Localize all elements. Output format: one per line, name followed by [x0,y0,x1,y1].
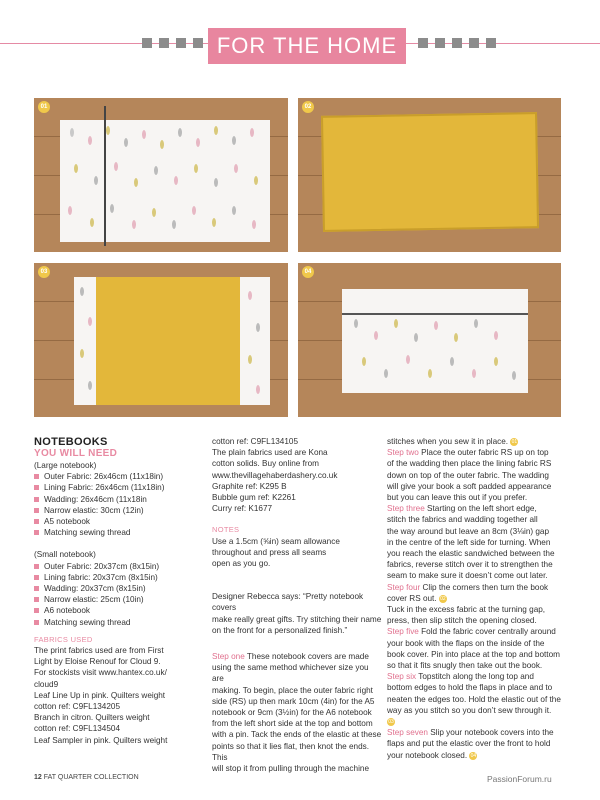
small-materials-list [34,561,202,628]
leaf-print-fabric [60,120,270,242]
step-three-label: Step three [387,504,425,514]
fabric-refs: cotton ref: C9FL134105 The plain fabrics used are Kona cotton solids. Buy online from www.thevillagehaberdashery.co.uk Graphite ref: K295 B Bubble gum ref: K2261 Curry ref: K1677 [212,437,338,514]
list-item: Narrow elastic: 30cm (12in) [34,505,202,516]
step-six: Step six Topstitch along the long top and bottom edges to hold the flaps in place and to neaten the edges too. Hold the elastic out of the way as you stitch so you don’t sew through it. 03 [387,672,561,725]
list-item: Wadding: 26x46cm (11x18in [34,494,202,505]
step-ref-icon: 01 [511,438,518,445]
elastic-band [342,313,528,315]
large-notebook-note: (Large notebook) [34,461,97,470]
photo-step-04 [298,263,561,417]
photo-step-03 [34,263,288,417]
step-five-label: Step five [387,627,419,637]
step-two-label: Step two [387,448,419,458]
list-item: Matching sewing thread [34,527,202,538]
list-item: A6 notebook [34,605,202,616]
publication-name: FAT QUARTER COLLECTION [43,774,139,781]
page-footer [34,774,139,781]
list-item: A5 notebook [34,516,202,527]
you-will-need-heading: YOU WILL NEED [34,448,118,459]
step-ref-icon: 04 [470,752,477,759]
fabrics-used-heading: FABRICS USED [34,634,93,644]
list-item: Lining Fabric: 26x46cm (11x18in) [34,482,202,493]
step-six-label: Step six [387,672,417,682]
photo-step-02 [298,98,561,252]
list-item: Outer Fabric: 26x46cm (11x18in) [34,471,202,482]
step-one-label: Step one [212,652,245,662]
fabric-edge [321,112,539,232]
list-item: Wadding: 20x37cm (8x15in) [34,583,202,594]
step-three: Step three Starting on the left short edge, stitch the fabrics and wadding together all the way around but leave an 8cm (3⅛in) gap in the centre of the left side for turning. When you reach the elastic sandwiched between the fabrics, reverse stitch over it to strengthen the seam to make sure it doesn’t come out later. [387,504,555,581]
photo-step-01 [34,98,288,252]
mustard-lining [96,277,244,405]
column-3: stitches when you sew it in place. 01 Step two Place the outer fabric RS up on top of the wadding then place the lining fabric RS down on top of the outer fabric. The wadding will give your book a soft padded appearance but you can leave this out if you prefer. Step three Starting on the left short edge, stitch the fabrics and wadding together all the way around but leave an 8cm (3⅛in) gap in the centre of the left side for turning. When you reach the elastic sandwiched between the fabrics, reverse stitch over it to strengthen the seam to make sure it doesn’t come out later. Step four Clip the corners then turn the book cover RS out. 02 Tuck in the excess fabric at the turning gap, press, then slip stitch the opening closed. Step five Fold the fabric cover centrally around your book with the flaps on the inside of the book cover. Pin into place at the top and bottom so that it fits snugly then take out the book. Step six Topstitch along the long top and bottom edges to hold the flaps in place and to neaten the edges too. Hold the elastic out of the way as you stitch so you don’t sew through it. 03 Step seven Slip your notebook covers into the flaps and put the elastic over the front to hold your notebook closed. 04 [387,437,561,760]
list-item: Outer Fabric: 20x37cm (8x15in) [34,561,202,572]
list-item: Lining fabric: 20x37cm (8x15in) [34,572,202,583]
column-1 [34,436,202,746]
list-item: Matching sewing thread [34,617,202,628]
large-materials-list [34,471,202,538]
small-notebook-note: (Small notebook) [34,550,96,560]
page-header [0,28,600,68]
step-five: Step five Fold the fabric cover centrally around your book with the flaps on the inside of the book cover. Pin into place at the top and bottom so that it fits snugly then take out the book. [387,627,560,671]
step-ref-icon: 02 [440,595,446,602]
section-title: FOR THE HOME [208,28,406,64]
header-squares-right [418,38,496,48]
finished-cover [342,289,528,393]
fabrics-used-text: The print fabrics used are from First Light by Eloise Renouf for Cloud 9. For stockists visit www.hantex.co.uk/ cloud9 Leaf Line Up in pink. Quilters weight cotton ref: C9FL134205 Branch in citron. Quilters weight cotton ref: C9FL134504 Leaf Sampler in pink. Quilters weight [34,646,168,745]
step-four-label: Step four [387,582,421,592]
designer-quote: Designer Rebecca says: “Pretty notebook covers make really great gifts. Try stitching their name on the front for a personalized finish.” [212,592,382,635]
flap-right [240,277,270,405]
photo-label-04: 04 [302,266,314,278]
list-item: Narrow elastic: 25cm (10in) [34,594,202,605]
step-four: Step four Clip the corners then turn the book cover RS out. 02 Tuck in the excess fabric at the turning gap, press, then slip stitch the opening closed. [387,582,549,626]
article-title: NOTEBOOKS [34,436,108,448]
step-two: Step two Place the outer fabric RS up on top of the wadding then place the lining fabric RS down on top of the outer fabric. The wadding will give your book a soft padded appearance but you can leave this out if you prefer. [387,448,552,503]
step-seven-label: Step seven [387,728,428,738]
step-one: Step one These notebook covers are made using the same method whichever size you are making. To begin, place the outer fabric right side (RS) up then mark 10cm (4in) for the A5 notebook or 9cm (3½in) for the A6 notebook from the left short side at the top and bottom with a pin. Tack the ends of the elastic at these points so that it lies flat, then knot the ends. This will stop it from pulling through the machine [212,652,382,774]
photo-label-01: 01 [38,101,50,113]
notes-text: Use a 1.5cm (⅝in) seam allowance throughout and press all seams open as you go. [212,536,340,569]
column-2 [212,436,382,774]
page-number: 12 [34,774,42,781]
step-seven: Step seven Slip your notebook covers into the flaps and put the elastic over the front to hold your notebook closed. 04 [387,728,554,760]
step-ref-icon: 03 [388,718,394,725]
photo-label-02: 02 [302,101,314,113]
photo-label-03: 03 [38,266,50,278]
watermark: PassionForum.ru [487,774,552,784]
elastic-strip [104,106,106,246]
notes-heading: NOTES [212,525,240,535]
